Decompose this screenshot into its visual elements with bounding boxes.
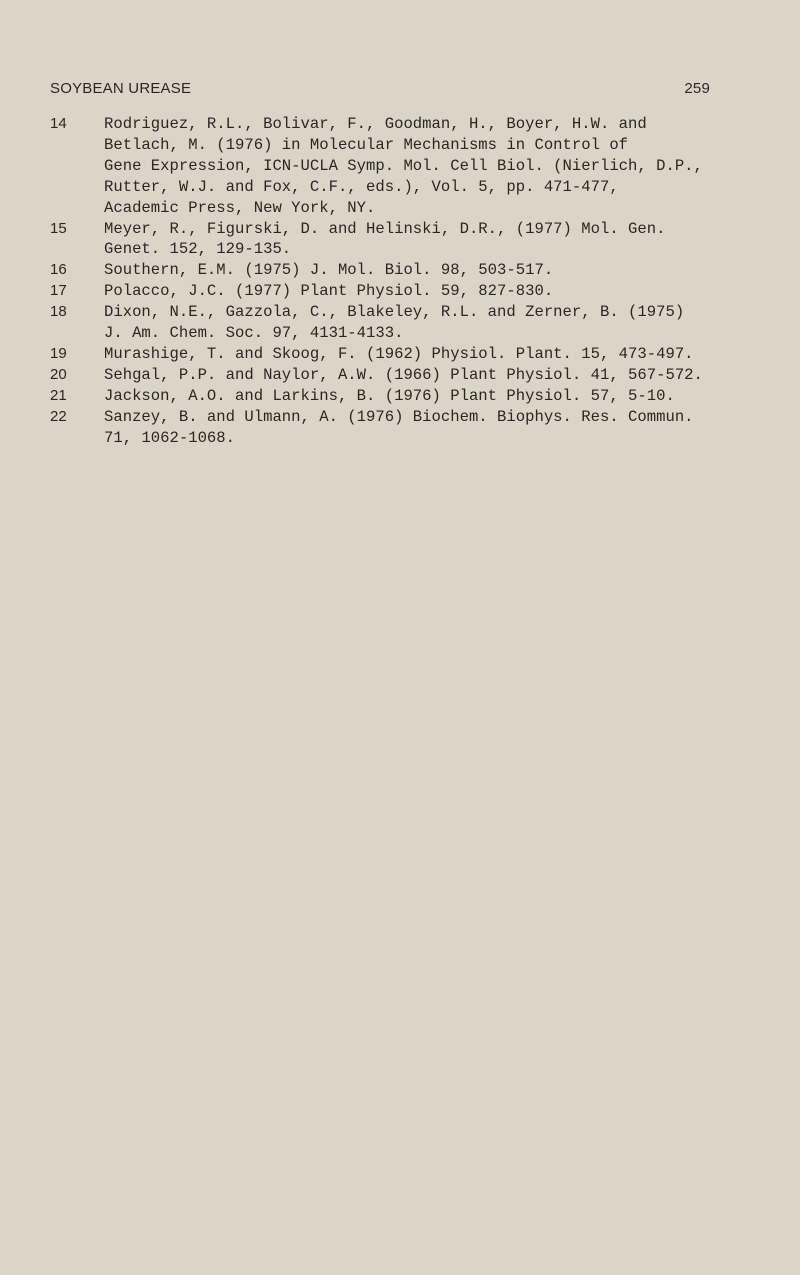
- reference-text-line: Jackson, A.O. and Larkins, B. (1976) Plant Physiol. 57, 5-10.: [104, 386, 675, 405]
- running-title: SOYBEAN UREASE: [50, 80, 192, 97]
- reference-text-line: 71, 1062-1068.: [104, 428, 236, 447]
- reference-text-line: Betlach, M. (1976) in Molecular Mechanisms in Control of: [104, 135, 629, 154]
- reference-text-line: Rutter, W.J. and Fox, C.F., eds.), Vol. 5, pp. 471-477,: [104, 177, 619, 196]
- reference-entry: [50, 365, 750, 386]
- reference-number: 22: [50, 407, 67, 425]
- reference-text-line: Southern, E.M. (1975) J. Mol. Biol. 98, 503-517.: [104, 261, 554, 280]
- reference-text-line: Meyer, R., Figurski, D. and Helinski, D.R., (1977) Mol. Gen.: [104, 219, 666, 238]
- reference-number: 16: [50, 261, 67, 279]
- reference-number: 20: [50, 365, 67, 383]
- reference-text-line: Sanzey, B. and Ulmann, A. (1976) Biochem. Biophys. Res. Commun.: [104, 407, 694, 426]
- reference-number: 17: [50, 282, 67, 300]
- reference-text-line: Murashige, T. and Skoog, F. (1962) Physiol. Plant. 15, 473-497.: [104, 344, 694, 363]
- reference-list: [50, 114, 750, 449]
- reference-entry: [50, 407, 750, 449]
- reference-text-line: Academic Press, New York, NY.: [104, 198, 376, 217]
- reference-entry: [50, 386, 750, 407]
- reference-entry: [50, 114, 750, 219]
- reference-entry: [50, 219, 750, 261]
- reference-text-line: Genet. 152, 129-135.: [104, 240, 292, 259]
- reference-number: 21: [50, 386, 67, 404]
- reference-number: 19: [50, 344, 67, 362]
- running-head: [50, 80, 710, 102]
- reference-entry: [50, 344, 750, 365]
- reference-text-line: J. Am. Chem. Soc. 97, 4131-4133.: [104, 324, 404, 343]
- reference-text-line: Rodriguez, R.L., Bolivar, F., Goodman, H., Boyer, H.W. and: [104, 115, 647, 133]
- page-number: 259: [684, 80, 710, 97]
- reference-entry: [50, 302, 750, 344]
- reference-text-line: Gene Expression, ICN-UCLA Symp. Mol. Cell Biol. (Nierlich, D.P.,: [104, 156, 703, 175]
- reference-text-line: Dixon, N.E., Gazzola, C., Blakeley, R.L. and Zerner, B. (1975): [104, 303, 685, 322]
- reference-number: 14: [50, 115, 67, 132]
- reference-entry: [50, 260, 750, 281]
- reference-number: 18: [50, 303, 67, 321]
- reference-entry: [50, 281, 750, 302]
- reference-text-line: Sehgal, P.P. and Naylor, A.W. (1966) Plant Physiol. 41, 567-572.: [104, 365, 703, 384]
- reference-text-line: Polacco, J.C. (1977) Plant Physiol. 59, 827-830.: [104, 282, 554, 301]
- reference-number: 15: [50, 219, 67, 237]
